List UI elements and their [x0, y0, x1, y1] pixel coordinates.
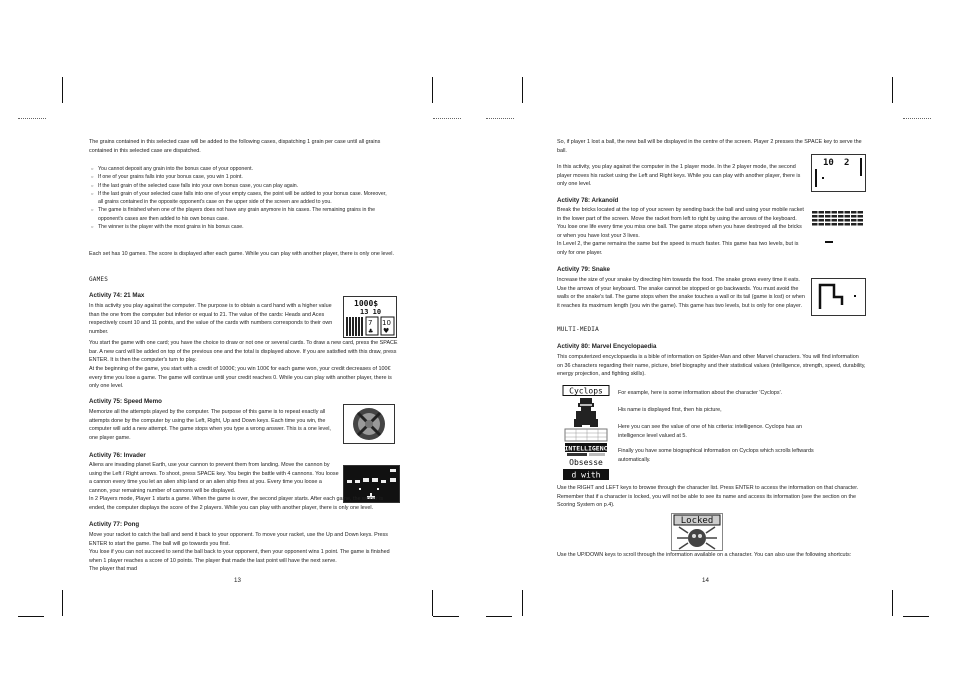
- cyclops-caption-2: His name is displayed first, then his picture,: [618, 407, 722, 413]
- brick: [858, 211, 864, 214]
- brick: [845, 215, 851, 218]
- registration-dots: [486, 118, 514, 119]
- brick: [851, 219, 857, 222]
- activity-77-text-2: You lose if you can not succeed to send the ball back to your opponent, then your opponent wins 1 point. The game is finished when 1 player reaches a score of 10 points. The player that made the last point will have the next serve.: [89, 549, 390, 564]
- svg-text:10: 10: [382, 319, 391, 327]
- activity-80-text: This computerized encyclopaedia is a bible of information on Spider-Man and other Marvel characters. You will find information on 36 characters regarding their name, picture, brief biography and their statistical values (intelligence, strength, speed, durability, energy projection, and fighting skills).: [557, 354, 866, 378]
- crop-mark: [62, 77, 63, 103]
- bio-scroll: Obsesse: [569, 458, 603, 467]
- crop-mark: [522, 590, 523, 616]
- brick: [825, 223, 831, 226]
- brick: [851, 223, 857, 226]
- crop-mark: [432, 77, 433, 103]
- page-number: 14: [702, 577, 709, 584]
- activity-80-title: Activity 80: Marvel Encyclopaedia: [557, 343, 657, 350]
- brick: [838, 211, 844, 214]
- brick: [851, 211, 857, 214]
- arkanoid-screenshot: [811, 209, 864, 245]
- brick: [832, 211, 838, 214]
- cyclops-caption-3: Here you can see the value of one of his criteria: intelligence. Cyclops has an intelligence level valued at 5.: [618, 424, 802, 439]
- intro-paragraph: The grains contained in this selected case will be added to the following cases, dispatching 1 grain per case until all grains contained in this selected case are dispatched.: [89, 139, 381, 154]
- brick: [812, 223, 818, 226]
- activity-74-text: In this activity you play against the computer. The purpose is to obtain a card hand with a higher value than the one from the computer but inferior or equal to 21. The value of the cards: Heads and Aces respectively count 10 and 11 points, and the value of the cards with numbers corresponds to their own number.: [89, 303, 333, 335]
- activity-74-title: Activity 74: 21 Max: [89, 292, 145, 299]
- brick: [819, 223, 825, 226]
- brick: [858, 215, 864, 218]
- brick: [812, 211, 818, 214]
- brick: [858, 223, 864, 226]
- rules-list: [89, 165, 389, 231]
- pong-score-left: 10: [823, 158, 834, 168]
- activity-75-text: Memorize all the attempts played by the computer. The purpose of this game is to repeat exactly all attempts done by the computer by using the Left, Right, Up and Down keys. Each time you win, the computer will add a new attempt. The game stops when you type a wrong answer. This is a one level, one player game.: [89, 409, 331, 441]
- list-item: ○ You cannot deposit any grain into the bonus case of your opponent.: [91, 166, 253, 172]
- registration-dots: [18, 118, 46, 119]
- pong-paragraph: In this activity, you play against the computer in the 1 player mode. In the 2 player mode, the second player moves his racket using the Left and Right keys. While you can play with another player, there is only one level.: [557, 164, 801, 188]
- brick: [838, 219, 844, 222]
- brick: [838, 215, 844, 218]
- brick: [825, 219, 831, 222]
- brick: [812, 215, 818, 218]
- registration-dots: [903, 118, 931, 119]
- brick: [819, 215, 825, 218]
- brick: [819, 211, 825, 214]
- cyclops-caption-1: For example, here is some information about the character 'Cyclops'.: [618, 390, 783, 396]
- credit-readout: 1000$: [354, 299, 379, 308]
- snake-screenshot: [811, 278, 866, 316]
- brick: [851, 215, 857, 218]
- bio-scroll-2: d with: [571, 470, 601, 480]
- brick: [845, 211, 851, 214]
- locked-character-figure: [671, 513, 723, 551]
- crop-mark: [62, 590, 63, 616]
- brick: [825, 211, 831, 214]
- speed-memo-screenshot: [343, 404, 395, 444]
- activity-78-title: Activity 78: Arkanoïd: [557, 197, 619, 204]
- cyclops-caption-4: Finally you have some biographical information on Cyclops which scrolls leftwards automatically.: [618, 448, 814, 463]
- brick: [832, 215, 838, 218]
- activity-74-text-3: At the beginning of the game, you start with a credit of 1000€; you win 100€ for each game won, your credit decreases of 100€ every time you lose a game. The game will continue until your credit reaches 0. While you can play with another player, there is only one level.: [89, 366, 392, 390]
- character-name: Cyclops: [569, 386, 603, 396]
- score-readout: 13 10: [360, 308, 382, 316]
- crop-mark: [892, 77, 893, 103]
- list-item: ○ If one of your grains falls into your bonus case, you win 1 point.: [91, 174, 243, 181]
- crop-mark: [433, 616, 459, 617]
- crop-mark: [522, 77, 523, 103]
- section-heading-games: GAMES: [89, 276, 109, 283]
- list-item: ○ The game is finished when one of the players does not have any grain anymore in his cases. The remaining grains in the opponent's cases are then added to his own bonus case.: [91, 207, 376, 222]
- crop-mark: [892, 590, 893, 616]
- 21max-screenshot: [343, 296, 397, 338]
- activity-79-title: Activity 79: Snake: [557, 266, 610, 273]
- intro-paragraph: So, if player 1 lost a ball, the new ball will be displayed in the centre of the screen. Player 2 presses the SPACE key to serve the ball.: [557, 139, 862, 154]
- activity-79-text: Increase the size of your snake by directing him towards the food. The snake grows every time it eats. Use the arrows of your keyboard. The snake cannot be stopped or go backwards. You must avoid the walls or the snake's tail. The game stops when the snake touches a wall or its tail (game is lost) or when it reaches its maximum length (you win the game). This game has two levels, but is only for one player.: [557, 277, 805, 309]
- activity-77-text: Move your racket to catch the ball and send it back to your opponent. To move your racket, use the Up and Down keys. Press ENTER to start the game. The ball will go towards you first.: [89, 532, 388, 547]
- list-item: ○ The winner is the player with the most grains in his bonus case.: [91, 224, 244, 231]
- page-number: 13: [234, 577, 241, 584]
- stat-label: INTELLIGENC: [564, 444, 608, 453]
- brick: [858, 219, 864, 222]
- browse-paragraph: Use the RIGHT and LEFT keys to browse through the character list. Press ENTER to access the information on that character. Remember that if a character is locked, you will not be able to see its name and access its information (see the section on the Scoring System on p.4).: [557, 485, 859, 509]
- svg-text:♥: ♥: [383, 327, 390, 335]
- activity-76-title: Activity 76: Invader: [89, 452, 146, 459]
- brick: [845, 219, 851, 222]
- activity-74-text-2: You start the game with one card; you have the choice to draw or not one or several cards. To draw a new card, press the SPACE bar. A new card will be added on top of the previous one and the total is displayed above. If you are satisfied with this draw, press ENTER. It is then the computer's turn to play.: [89, 340, 398, 364]
- activity-75-title: Activity 75: Speed Memo: [89, 398, 162, 405]
- brick: [825, 215, 831, 218]
- activity-77-title: Activity 77: Pong: [89, 521, 140, 528]
- activity-76-text: Aliens are invading planet Earth, use your cannon to prevent them from landing. Move the cannon by using the Left / Right arrows. To shoot, press SPACE key. You begin the battle with 4 cannons. You loose a cannon every time you let an alien ship land or an alien ship fires at you. Every time you loose a cannon, your remaining number of cannons will be displayed.: [89, 462, 339, 494]
- brick: [838, 223, 844, 226]
- brick: [819, 219, 825, 222]
- activity-78-text: Break the bricks located at the top of your screen by sending back the ball and using your mobile racket in the lower part of the screen. Move the racket from left to right by using the arrows of the keyboard. You lose one life every time you miss one ball. The game stops when you have destroyed all the bricks or when you have lost your 3 lives.: [557, 207, 804, 239]
- brick: [832, 219, 838, 222]
- spider-silhouette: [677, 527, 717, 549]
- list-item: ○ If the last grain of your selected case falls into one of your empty cases, the point will be added to your bonus case. Moreover, all grains contained in the opposite opponent's case on the upper side of the screen are added to you.: [91, 190, 387, 206]
- set-paragraph: Each set has 10 games. The score is displayed after each game. While you can play with another player, there is only one level.: [89, 251, 394, 257]
- brick: [845, 223, 851, 226]
- brick: [812, 219, 818, 222]
- crop-mark: [432, 590, 433, 616]
- svg-text:♣: ♣: [368, 328, 374, 335]
- list-item: ○ If the last grain of the selected case falls into your own bonus case, you can play again.: [91, 182, 299, 189]
- shortcut-paragraph: Use the UP/DOWN keys to scroll through the information available on a character. You can also use the following shortcuts:: [557, 552, 852, 558]
- crop-mark: [18, 616, 44, 617]
- crop-mark: [486, 616, 512, 617]
- registration-dots: [433, 118, 461, 119]
- activity-78-text-2: In Level 2, the game remains the same but the speed is much faster. This game has two levels, but is only for one player.: [557, 241, 799, 256]
- activity-77-text-3: The player that mad: [89, 566, 137, 572]
- crop-mark: [903, 616, 929, 617]
- locked-label: Locked: [680, 516, 714, 526]
- activity-76-text-2: In 2 Players mode, Player 1 starts a game. When the game is over, the second player starts. After each game, the winner is ended, the computer displays the score of the 2 players. While you can play with another player, there is only one level.: [89, 496, 384, 511]
- brick: [832, 223, 838, 226]
- svg-text:7: 7: [368, 319, 373, 327]
- pong-score-right: 2: [844, 158, 850, 168]
- section-heading-multimedia: MULTI-MEDIA: [557, 326, 599, 333]
- pong-screenshot: [811, 154, 866, 192]
- cyclops-figure: [562, 385, 610, 481]
